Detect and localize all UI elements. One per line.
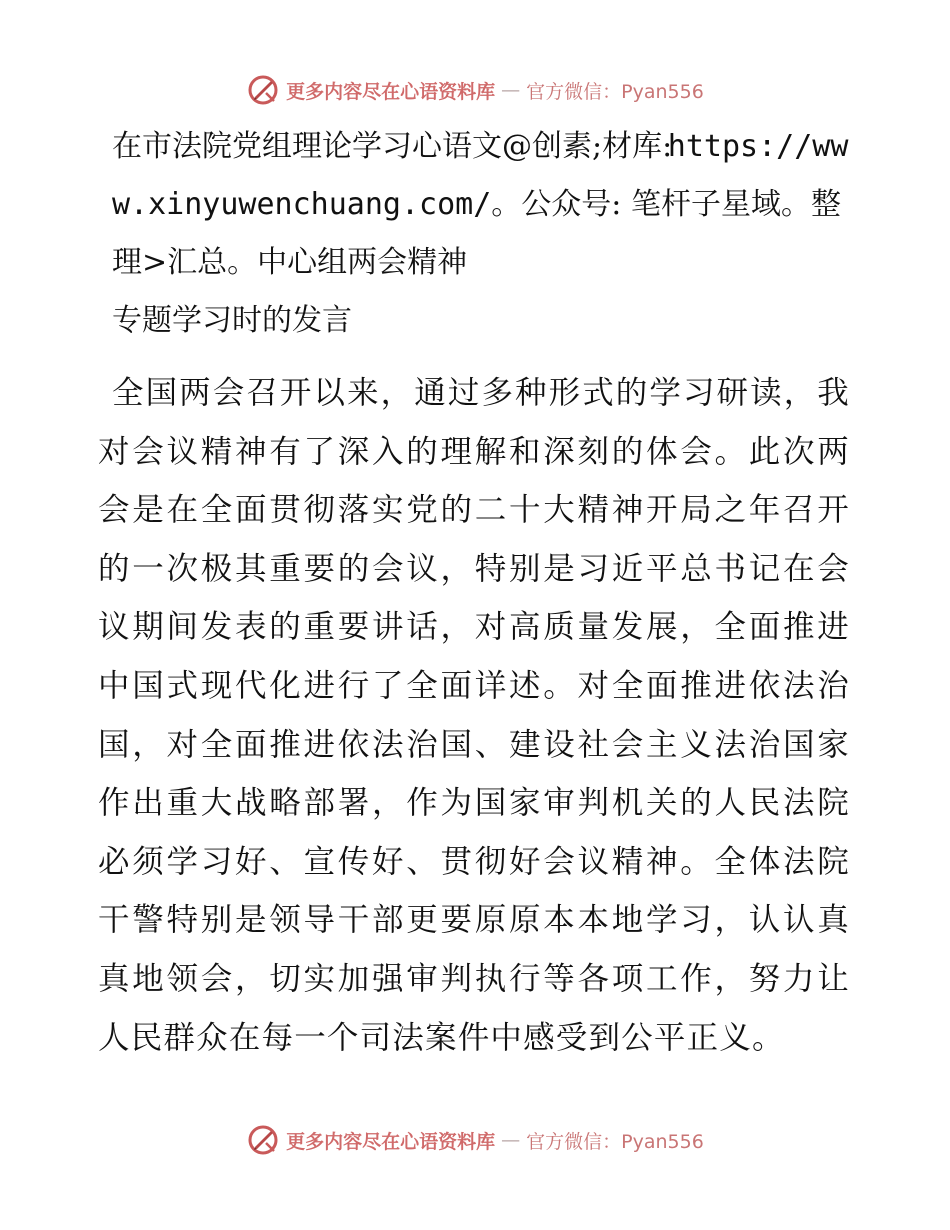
quill-logo-icon <box>246 1123 280 1157</box>
document-subtitle: 专题学习时的发言 <box>112 303 352 338</box>
watermark-separator: — <box>501 79 521 101</box>
document-header <box>98 118 850 292</box>
document-body <box>98 118 850 1067</box>
watermark-banner-top <box>0 70 950 110</box>
watermark-text: 更多内容尽在心语资料库 <box>286 80 496 103</box>
watermark-banner-inner <box>246 73 704 107</box>
watermark-banner-inner <box>246 1123 704 1157</box>
main-paragraph: 全国两会召开以来，通过多种形式的学习研读，我对会议精神有了深入的理解和深刻的体会。此次两会是在全面贯彻落实党的二十大精神开局之年召开的一次极其重要的会议，特别是习近平总书记在会议期间发表的重要讲话，对高质量发展，全面推进中国式现代化进行了全面详述。对全面推进依法治国，对全面推进依法治国、建设社会主义法治国家作出重大战略部署，作为国家审判机关的人民法院必须学习好、宣传好、贯彻好会议精神。全体法院干警特别是领导干部更要原原本本地学习，认认真真地领会，切实加强审判执行等各项工作，努力让人民群众在每一个司法案件中感受到公平正义。 <box>98 375 850 1056</box>
watermark-contact: 官方微信：Pyan556 <box>526 1130 704 1153</box>
source-url: https://www.xinyuwenchuang.com/ <box>112 129 849 222</box>
watermark-text: 更多内容尽在心语资料库 <box>286 1130 496 1153</box>
watermark-separator: — <box>501 1129 521 1151</box>
header-suffix: 。公众号: 笔杆子星域。整理>汇总。中心组两会精神 <box>112 187 841 280</box>
watermark-banner-bottom <box>0 1120 950 1160</box>
quill-logo-icon <box>246 73 280 107</box>
watermark-contact: 官方微信：Pyan556 <box>526 80 704 103</box>
header-prefix: 在市法院党组理论学习心语文@创素;材库: <box>112 129 673 164</box>
